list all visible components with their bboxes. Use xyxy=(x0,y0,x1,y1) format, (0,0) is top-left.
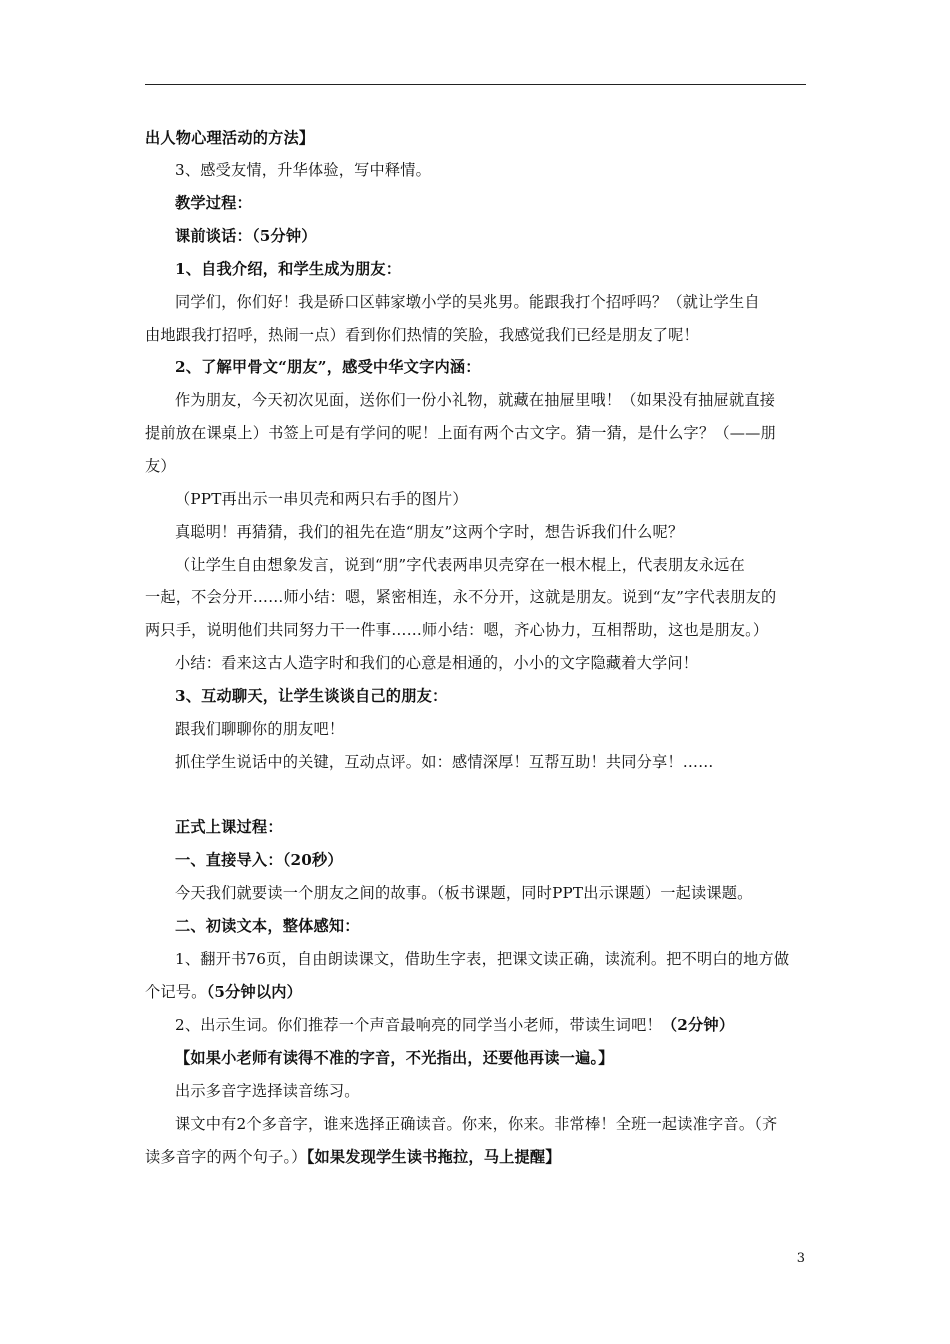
text-line-29: 出示多音字选择读音练习。 xyxy=(175,1082,360,1100)
text-line-17: 小结：看来这古人造字时和我们的心意是相通的，小小的文字隐藏着大学问！ xyxy=(175,654,699,672)
text-line-5: 1、自我介绍，和学生成为朋友： xyxy=(175,260,402,278)
text-line-4: 课前谈话：（5分钟） xyxy=(175,227,317,245)
text-line-13: 真聪明！再猜猜，我们的祖先在造“朋友”这两个字时，想告诉我们什么呢？ xyxy=(175,523,684,541)
text-line-14: （让学生自由想象发言，说到“朋”字代表两串贝壳穿在一根木棍上，代表朋友永远在 xyxy=(175,556,745,574)
text-line-1: 出人物心理活动的方法】 xyxy=(145,129,315,147)
text-line-31: 读多音字的两个句子。）【如果发现学生读书拖拉，马上提醒】 xyxy=(145,1148,561,1166)
text-line-8: 2、了解甲骨文“朋友”，感受中华文字内涵： xyxy=(175,358,481,376)
text-line-24: 二、初读文本，整体感知： xyxy=(175,917,360,935)
text-line-18: 3、互动聊天，让学生谈谈自己的朋友： xyxy=(175,687,448,705)
page-number: 3 xyxy=(796,1251,805,1266)
text-line-20: 抓住学生说话中的关键，互动点评。如：感情深厚！互帮互助！共同分享！…… xyxy=(175,753,714,771)
text-line-25: 1、翻开书76页，自由朗读课文，借助生字表，把课文读正确，读流利。把不明白的地方做 xyxy=(175,950,790,968)
text-line-21: 正式上课过程： xyxy=(175,818,283,836)
text-line-12: （PPT再出示一串贝壳和两只右手的图片） xyxy=(175,490,468,508)
text-line-26: 个记号。（5分钟以内） xyxy=(145,983,303,1001)
text-line-15: 一起，不会分开……师小结：嗯，紧密相连，永不分开，这就是朋友。说到“友”字代表朋友的 xyxy=(145,588,777,606)
text-line-27: 2、出示生词。你们推荐一个声音最响亮的同学当小老师，带读生词吧！（2分钟） xyxy=(175,1016,735,1034)
text-line-7: 由地跟我打招呼，热闹一点）看到你们热情的笑脸，我感觉我们已经是朋友了呢！ xyxy=(145,326,699,344)
text-line-23: 今天我们就要读一个朋友之间的故事。（板书课题，同时PPT出示课题）一起读课题。 xyxy=(175,884,753,902)
text-line-6: 同学们，你们好！我是硚口区韩家墩小学的吴兆男。能跟我打个招呼吗？（就让学生自 xyxy=(175,293,760,311)
text-line-16: 两只手，说明他们共同努力干一件事……师小结：嗯，齐心协力，互相帮助，这也是朋友。） xyxy=(145,621,769,639)
text-line-10: 提前放在课桌上）书签上可是有学问的呢！上面有两个古文字。猜一猜，是什么字？（——朋 xyxy=(145,424,776,442)
text-line-30: 课文中有2个多音字，谁来选择正确读音。你来，你来。非常棒！全班一起读准字音。（齐 xyxy=(175,1115,778,1133)
text-line-19: 跟我们聊聊你的朋友吧！ xyxy=(175,720,345,738)
text-line-22: 一、直接导入：（20秒） xyxy=(175,851,343,869)
text-line-2: 3、感受友情，升华体验，写中释情。 xyxy=(175,161,432,179)
text-line-28: 【如果小老师有读得不准的字音，不光指出，还要他再读一遍。】 xyxy=(175,1049,614,1067)
text-line-9: 作为朋友，今天初次见面，送你们一份小礼物，就藏在抽屉里哦！（如果没有抽屉就直接 xyxy=(175,391,776,409)
text-line-3: 教学过程： xyxy=(175,194,252,212)
text-line-11: 友） xyxy=(145,457,176,475)
header-rule xyxy=(145,84,806,85)
